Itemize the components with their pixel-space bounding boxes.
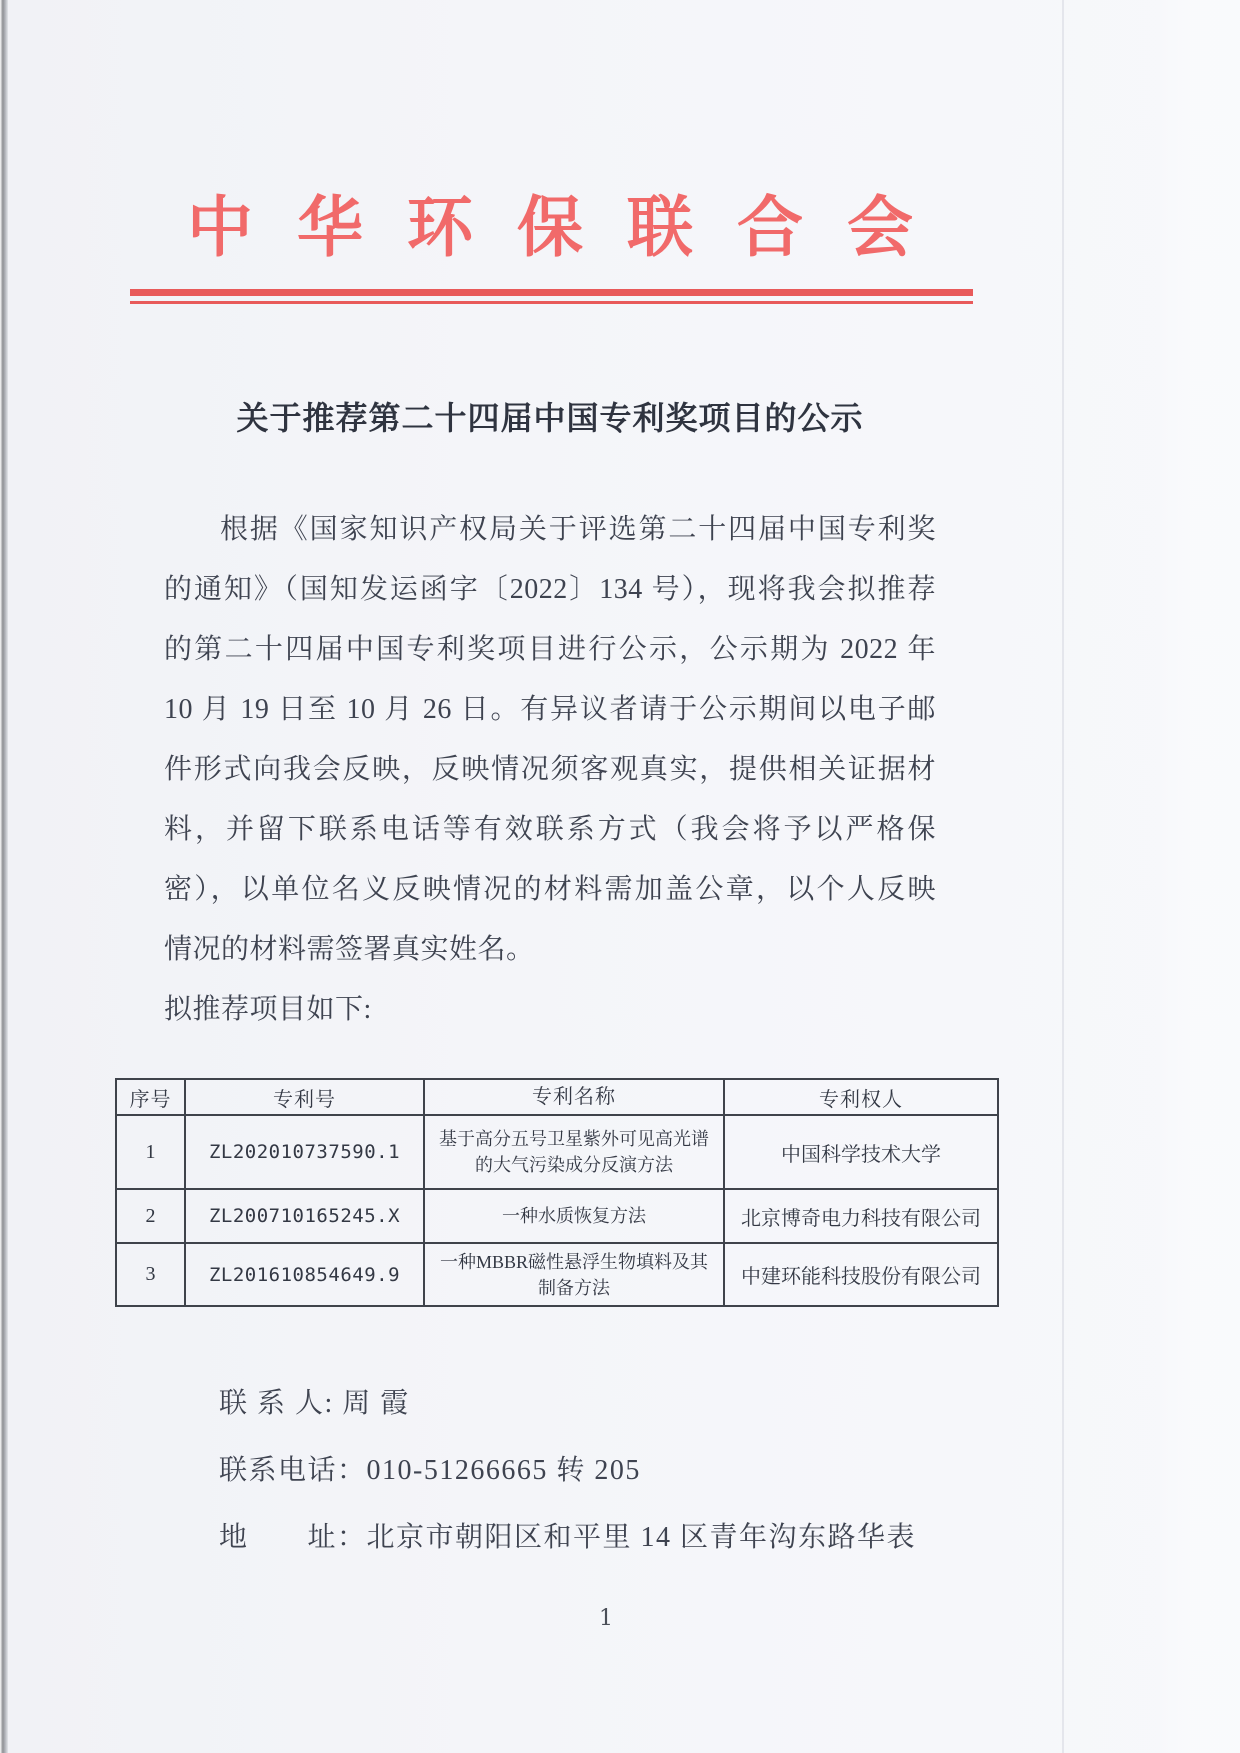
letterhead-org-name: 中华环保联合会 [187,192,957,265]
body-paragraph-line: 的通知》（国知发运函字〔2022〕134 号），现将我会拟推荐 [164,574,936,605]
table-intro-text: 拟推荐项目如下: [164,994,372,1025]
contact-address-label: 地 址： [219,1522,367,1553]
cell-patent-number: ZL201610854649.9 [185,1243,424,1306]
cell-patent-name: 一种MBBR磁性悬浮生物填料及其制备方法 [424,1243,724,1306]
body-paragraph-line: 情况的材料需签署真实姓名。 [164,934,535,965]
page-number: 1 [599,1606,613,1631]
body-paragraph-line: 的第二十四届中国专利奖项目进行公示，公示期为 2022 年 [164,634,936,665]
body-paragraph-line: 根据《国家知识产权局关于评选第二十四届中国专利奖 [220,514,936,545]
header-index: 序号 [116,1079,185,1115]
recommended-projects-table [115,1078,999,1307]
cell-patent-name: 基于高分五号卫星紫外可见高光谱的大气污染成分反演方法 [424,1115,724,1189]
cell-index: 2 [116,1189,185,1243]
body-paragraph [164,500,936,980]
cell-patent-holder: 中建环能科技股份有限公司 [724,1243,998,1306]
contact-phone-value: 010-51266665 转 205 [366,1455,641,1486]
cell-patent-number: ZL200710165245.X [185,1189,424,1243]
scan-edge-left-shadow [0,0,8,1753]
contact-person-label: 联 系 人: [219,1388,343,1419]
contact-person-row [219,1384,410,1424]
cell-patent-holder: 北京博奇电力科技有限公司 [724,1189,998,1243]
cell-index: 3 [116,1243,185,1306]
body-paragraph-line: 密），以单位名义反映情况的材料需加盖公章，以个人反映 [164,874,936,905]
table-row [116,1243,998,1306]
contact-person-value: 周 霞 [342,1388,410,1419]
cell-patent-name: 一种水质恢复方法 [424,1189,724,1243]
header-patent-name: 专利名称 [424,1079,724,1115]
header-patent-number: 专利号 [185,1079,424,1115]
body-paragraph-line: 件形式向我会反映，反映情况须客观真实，提供相关证据材 [164,754,936,785]
cell-patent-holder: 中国科学技术大学 [724,1115,998,1189]
letterhead-rule-thick [130,289,973,296]
body-paragraph-line: 10 月 19 日至 10 月 26 日。有异议者请于公示期间以电子邮 [164,694,936,725]
contact-address-row [219,1518,916,1558]
header-patent-holder: 专利权人 [724,1079,998,1115]
document-title: 关于推荐第二十四届中国专利奖项目的公示 [236,400,864,436]
table-row [116,1189,998,1243]
contact-phone-label: 联系电话： [219,1455,367,1486]
table-header-row [116,1079,998,1115]
body-paragraph-line: 料，并留下联系电话等有效联系方式（我会将予以严格保 [164,814,936,845]
letterhead-rule-thin [130,301,973,304]
scan-artifact-vertical-line [1062,0,1064,1753]
contact-address-value: 北京市朝阳区和平里 14 区青年沟东路华表 [366,1522,917,1553]
contact-phone-row [219,1451,641,1491]
cell-index: 1 [116,1115,185,1189]
table-row [116,1115,998,1189]
cell-patent-number: ZL202010737590.1 [185,1115,424,1189]
scan-edge-right-highlight [1154,0,1240,1753]
